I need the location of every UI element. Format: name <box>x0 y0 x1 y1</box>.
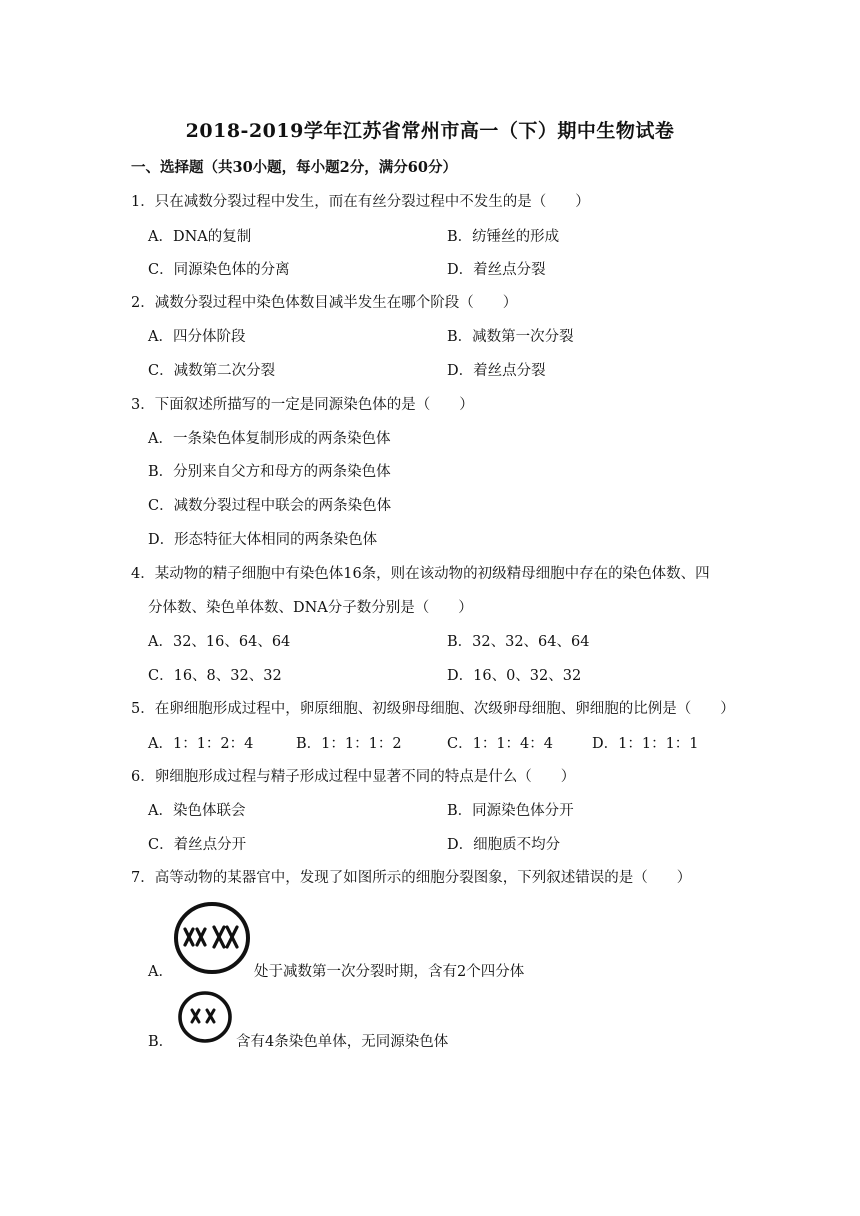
cell-diagram-b <box>176 990 234 1044</box>
q1-option-d: D．着丝点分裂 <box>447 262 546 278</box>
question-4-stem: 4．某动物的精子细胞中有染色体16条，则在该动物的初级精母细胞中存在的染色体数、四 <box>131 566 710 582</box>
question-7-stem: 7．高等动物的某器官中，发现了如图所示的细胞分裂图象，下列叙述错误的是（ ） <box>131 870 692 886</box>
q2-option-a: A．四分体阶段 <box>148 329 246 345</box>
q2-option-c: C．减数第二次分裂 <box>148 363 276 379</box>
q7-option-b-label: B． <box>148 1034 174 1050</box>
q3-option-a: A．一条染色体复制形成的两条染色体 <box>148 431 391 447</box>
exam-title: 2018-2019学年江苏省常州市高一（下）期中生物试卷 <box>185 120 675 142</box>
q1-option-a: A．DNA的复制 <box>148 229 252 245</box>
q6-option-a: A．染色体联会 <box>148 803 246 819</box>
q7-option-a-text: 处于减数第一次分裂时期，含有2个四分体 <box>254 964 525 980</box>
q3-option-b: B．分别来自父方和母方的两条染色体 <box>148 464 391 480</box>
question-4-stem-continued: 分体数、染色单体数、DNA分子数分别是（ ） <box>148 600 473 616</box>
question-6-stem: 6．卵细胞形成过程与精子形成过程中显著不同的特点是什么（ ） <box>131 769 576 785</box>
q5-option-c: C．1：1：4：4 <box>447 736 553 752</box>
q1-option-b: B．纺锤丝的形成 <box>447 229 560 245</box>
q6-option-c: C．着丝点分开 <box>148 837 247 853</box>
q1-option-c: C．同源染色体的分离 <box>148 262 290 278</box>
question-2-stem: 2．减数分裂过程中染色体数目减半发生在哪个阶段（ ） <box>131 295 518 311</box>
q4-option-d: D．16、0、32、32 <box>447 668 582 684</box>
section-heading: 一、选择题（共30小题，每小题2分，满分60分） <box>131 159 457 176</box>
q6-option-d: D．细胞质不均分 <box>447 837 561 853</box>
q6-option-b: B．同源染色体分开 <box>447 803 574 819</box>
q3-option-d: D．形态特征大体相同的两条染色体 <box>148 532 378 548</box>
q5-option-d: D．1：1：1：1 <box>592 736 699 752</box>
q7-option-a-label: A． <box>148 964 173 980</box>
q2-option-b: B．减数第一次分裂 <box>447 329 574 345</box>
q3-option-c: C．减数分裂过程中联会的两条染色体 <box>148 498 392 514</box>
question-5-stem: 5．在卵细胞形成过程中，卵原细胞、初级卵母细胞、次级卵母细胞、卵细胞的比例是（ ） <box>131 701 735 717</box>
q5-option-a: A．1：1：2：4 <box>148 736 254 752</box>
question-1-stem: 1．只在减数分裂过程中发生，而在有丝分裂过程中不发生的是（ ） <box>131 194 590 210</box>
q4-option-a: A．32、16、64、64 <box>148 634 291 650</box>
q4-option-c: C．16、8、32、32 <box>148 668 282 684</box>
cell-diagram-a <box>172 900 252 976</box>
question-3-stem: 3．下面叙述所描写的一定是同源染色体的是（ ） <box>131 397 474 413</box>
q2-option-d: D．着丝点分裂 <box>447 363 546 379</box>
q5-option-b: B．1：1：1：2 <box>296 736 402 752</box>
q4-option-b: B．32、32、64、64 <box>447 634 590 650</box>
q7-option-b-text: 含有4条染色单体，无同源染色体 <box>236 1034 449 1050</box>
